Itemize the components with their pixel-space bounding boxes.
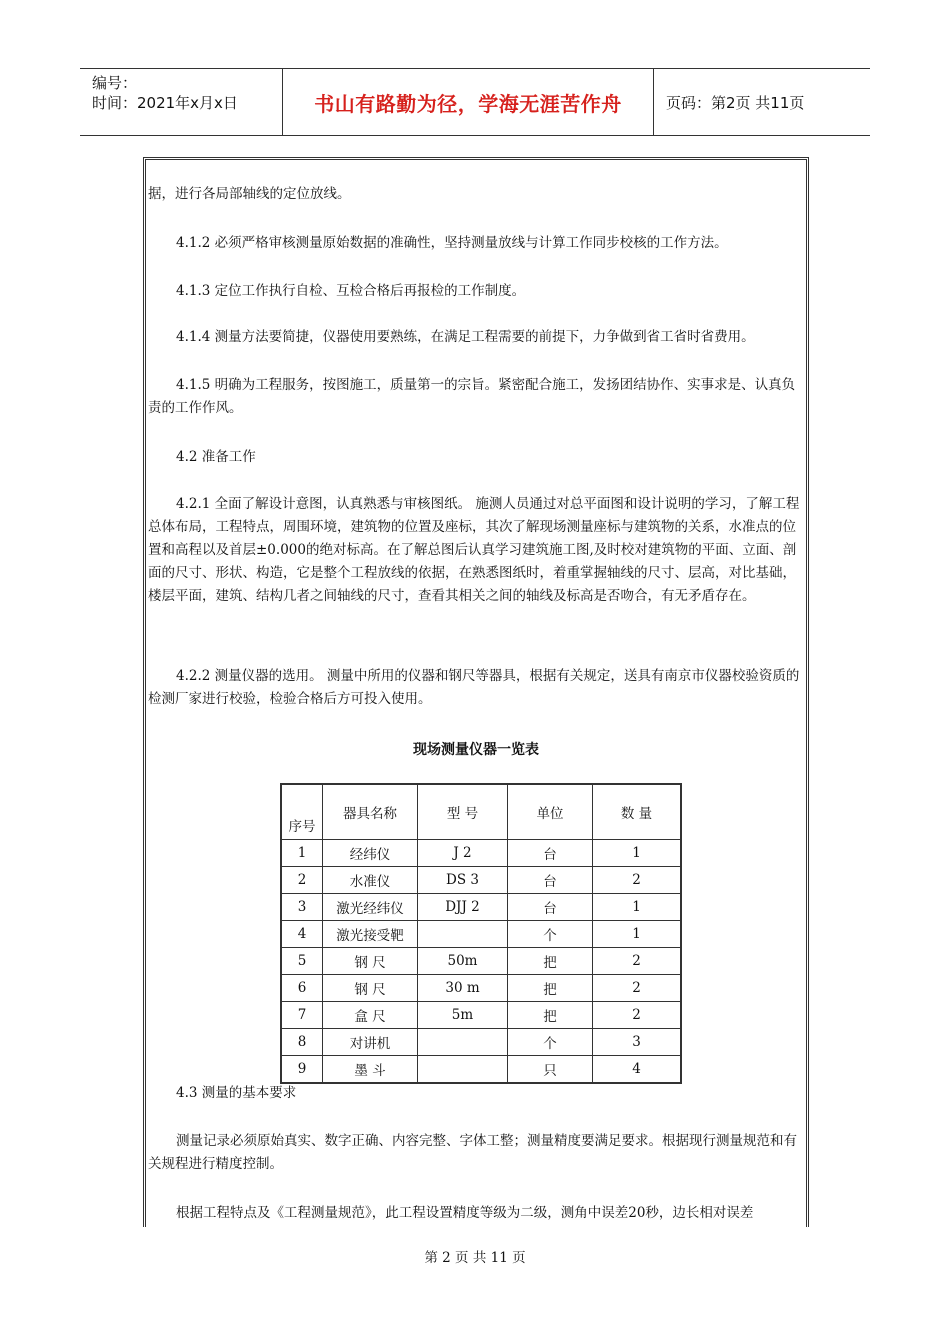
cell-quantity: 3	[593, 1029, 682, 1056]
table-row	[281, 1029, 681, 1056]
cell-index: 8	[281, 1029, 323, 1056]
cell-name: 钢 尺	[323, 975, 418, 1002]
header-cell-name: 器具名称	[323, 784, 418, 840]
page-header	[80, 68, 870, 136]
table-row	[281, 867, 681, 894]
header-meta	[80, 69, 283, 135]
table-row	[281, 921, 681, 948]
cell-name: 墨 斗	[323, 1056, 418, 1084]
cell-quantity: 4	[593, 1056, 682, 1084]
cell-quantity: 1	[593, 894, 682, 921]
paragraph-measurement-records: 测量记录必须原始真实、数字正确、内容完整、字体工整；测量精度要满足要求。根据现行测量规范和有关规程进行精度控制。	[148, 1133, 797, 1172]
paragraph-4-2-2: 4.2.2 测量仪器的选用。 测量中所用的仪器和钢尺等器具，根据有关规定，送具有南京市仪器校验资质的检测厂家进行校验，检验合格后方可投入使用。	[148, 668, 800, 707]
cell-model: 50m	[418, 948, 508, 975]
cell-unit: 把	[508, 948, 593, 975]
header-cell-unit: 单位	[508, 784, 593, 840]
instrument-table	[280, 783, 682, 1084]
table-header-row	[281, 784, 681, 840]
header-cell-quantity: 数 量	[593, 784, 682, 840]
header-page-info: 页码：第2页 共11页	[666, 93, 805, 112]
cell-index: 2	[281, 867, 323, 894]
cell-unit: 台	[508, 867, 593, 894]
cell-model: J 2	[418, 840, 508, 867]
cell-name: 经纬仪	[323, 840, 418, 867]
table-row	[281, 1056, 681, 1084]
cell-model: DJJ 2	[418, 894, 508, 921]
cell-index: 5	[281, 948, 323, 975]
cell-name: 盒 尺	[323, 1002, 418, 1029]
cell-quantity: 1	[593, 921, 682, 948]
table-row	[281, 948, 681, 975]
cell-name: 激光经纬仪	[323, 894, 418, 921]
cell-unit: 个	[508, 1029, 593, 1056]
cell-index: 9	[281, 1056, 323, 1084]
header-cell-model: 型 号	[418, 784, 508, 840]
cell-index: 6	[281, 975, 323, 1002]
cell-index: 4	[281, 921, 323, 948]
cell-index: 3	[281, 894, 323, 921]
cell-name: 水准仪	[323, 867, 418, 894]
table-row	[281, 894, 681, 921]
cell-quantity: 1	[593, 840, 682, 867]
cell-model	[418, 1056, 508, 1084]
cell-unit: 只	[508, 1056, 593, 1084]
cell-unit: 把	[508, 975, 593, 1002]
cell-model	[418, 1029, 508, 1056]
cell-quantity: 2	[593, 1002, 682, 1029]
cell-quantity: 2	[593, 867, 682, 894]
paragraph-continuation: 据，进行各局部轴线的定位放线。	[148, 186, 351, 202]
document-time-label: 时间：2021年x月x日	[92, 94, 238, 112]
paragraph-4-1-2: 4.1.2 必须严格审核测量原始数据的准确性，坚持测量放线与计算工作同步校核的工作方法。	[176, 235, 728, 251]
heading-4-2: 4.2 准备工作	[176, 449, 256, 465]
table-row	[281, 1002, 681, 1029]
cell-quantity: 2	[593, 948, 682, 975]
cell-index: 1	[281, 840, 323, 867]
header-motto: 书山有路勤为径，学海无涯苦作舟	[283, 69, 654, 135]
cell-model: DS 3	[418, 867, 508, 894]
cell-model: 30 m	[418, 975, 508, 1002]
cell-name: 对讲机	[323, 1029, 418, 1056]
paragraph-precision-level: 根据工程特点及《工程测量规范》，此工程设置精度等级为二级，测角中误差20秒，边长相对误差	[176, 1205, 754, 1221]
cell-unit: 台	[508, 840, 593, 867]
header-cell-index: 序号	[281, 784, 323, 840]
cell-quantity: 2	[593, 975, 682, 1002]
table-row	[281, 840, 681, 867]
paragraph-4-1-3: 4.1.3 定位工作执行自检、互检合格后再报检的工作制度。	[176, 283, 526, 299]
heading-4-3: 4.3 测量的基本要求	[176, 1085, 297, 1101]
cell-unit: 台	[508, 894, 593, 921]
document-number-label: 编号：	[92, 74, 138, 92]
cell-name: 钢 尺	[323, 948, 418, 975]
page-footer: 第 2 页 共 11 页	[424, 1250, 526, 1266]
cell-model	[418, 921, 508, 948]
cell-model: 5m	[418, 1002, 508, 1029]
cell-unit: 个	[508, 921, 593, 948]
paragraph-4-1-4: 4.1.4 测量方法要简捷，仪器使用要熟练，在满足工程需要的前提下，力争做到省工省时省费用。	[176, 329, 755, 345]
table-row	[281, 975, 681, 1002]
paragraph-4-1-5: 4.1.5 明确为工程服务，按图施工，质量第一的宗旨。紧密配合施工，发扬团结协作、实事求是、认真负责的工作作风。	[148, 377, 796, 416]
table-title: 现场测量仪器一览表	[413, 742, 539, 758]
paragraph-4-2-1: 4.2.1 全面了解设计意图，认真熟悉与审核图纸。 施测人员通过对总平面图和设计说明的学习，了解工程总体布局，工程特点，周围环境，建筑物的位置及座标，其次了解现场测量座标与建筑物的关系，水准点的位置和高程以及首层±0.000的绝对标高。在了解总图后认真学习建筑施工图,及时校对建筑物的平面、立面、剖面的尺寸、形状、构造，它是整个工程放线的依据，在熟悉图纸时，着重掌握轴线的尺寸、层高，对比基础，楼层平面，建筑、结构几者之间轴线的尺寸，查看其相关之间的轴线及标高是否吻合，有无矛盾存在。	[148, 496, 800, 604]
cell-name: 激光接受靶	[323, 921, 418, 948]
cell-index: 7	[281, 1002, 323, 1029]
cell-unit: 把	[508, 1002, 593, 1029]
